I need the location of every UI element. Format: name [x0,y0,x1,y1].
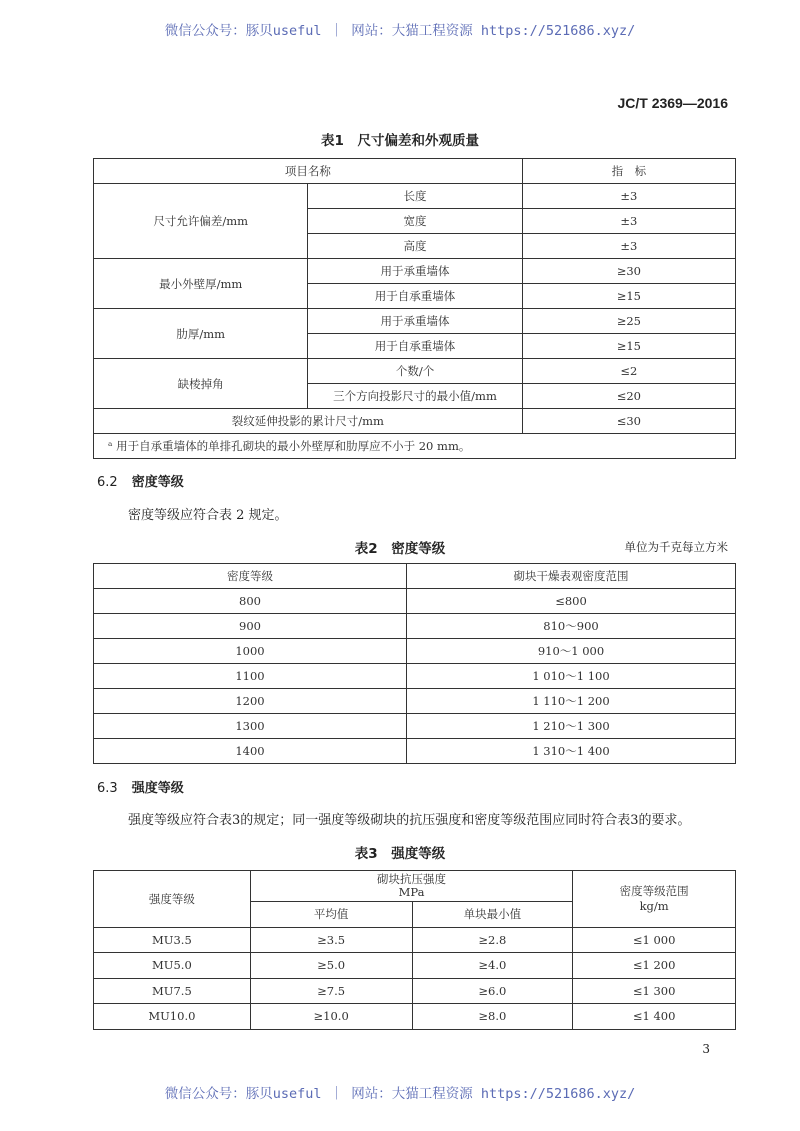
header-unit: kg/m [639,898,669,913]
item-cell: 个数/个 [308,359,522,384]
table-row [94,309,736,334]
header-density-grade: 密度等级 [94,564,407,589]
table-row [94,1004,736,1030]
group-name-cell: 肋厚/mm [94,309,308,359]
average-cell: ≥7.5 [250,978,412,1004]
header-strength-grade: 强度等级 [94,871,251,928]
density-range-cell: 810～900 [407,614,736,639]
section-title: 密度等级 [131,475,184,490]
page-number: 3 [702,1042,710,1056]
single-min-cell: ≥8.0 [412,1004,573,1030]
average-cell: ≥10.0 [250,1004,412,1030]
header-text: 砌块抗压强度 [377,871,447,886]
group-name-cell: 缺棱掉角 [94,359,308,409]
value-cell: ≤20 [522,384,735,409]
table-row [94,409,736,434]
item-cell: 三个方向投影尺寸的最小值/mm [308,384,522,409]
table3-title: 表3 强度等级 [354,846,446,862]
header-density-range [573,871,736,928]
watermark-bottom: 微信公众号：豚贝useful ｜ 网站：大猫工程资源 https://521686.xyz/ [164,1086,636,1102]
table1-title: 表1 尺寸偏差和外观质量 [321,133,479,149]
item-cell: 用于自承重墙体 [308,334,522,359]
header-density-range: 砌块干燥表观密度范围 [407,564,736,589]
table-row [94,664,736,689]
header-unit: MPa [398,885,425,899]
density-range-cell: ≤1 300 [573,978,736,1004]
density-range-cell: 910～1 000 [407,639,736,664]
density-range-cell: ≤1 200 [573,953,736,979]
section-number: 6.3 [97,781,118,796]
header-item-name: 项目名称 [94,159,523,184]
value-cell: ±3 [522,184,735,209]
density-range-cell: 1 110～1 200 [407,689,736,714]
section-6-2-heading [97,471,184,490]
density-grade-cell: 1100 [94,664,407,689]
table-row [94,978,736,1004]
table-row [94,739,736,764]
item-cell: 长度 [308,184,522,209]
table-row [94,184,736,209]
table-row [94,159,736,184]
footnote-cell: ᵃ 用于自承重墙体的单排孔砌块的最小外壁厚和肋厚应不小于 20 mm。 [94,434,736,459]
header-value: 指 标 [522,159,735,184]
section-6-3-heading [97,777,184,796]
header-average: 平均值 [250,902,412,928]
single-min-cell: ≥4.0 [412,953,573,979]
table2 [93,563,736,764]
value-cell: ≤30 [522,409,735,434]
strength-grade-cell: MU10.0 [94,1004,251,1030]
density-range-cell: 1 310～1 400 [407,739,736,764]
table3 [93,870,736,1030]
item-cell: 用于自承重墙体 [308,284,522,309]
item-cell: 用于承重墙体 [308,309,522,334]
table-row [94,689,736,714]
item-cell: 高度 [308,234,522,259]
value-cell: ±3 [522,234,735,259]
table-row [94,589,736,614]
density-range-cell: 1 210～1 300 [407,714,736,739]
value-cell: ≤2 [522,359,735,384]
table-row [94,434,736,459]
table-row [94,953,736,979]
density-grade-cell: 1300 [94,714,407,739]
density-grade-cell: 1000 [94,639,407,664]
value-cell: ≥15 [522,284,735,309]
table2-unit: 单位为千克每立方米 [624,540,728,554]
section-6-2-text: 密度等级应符合表 2 规定。 [128,508,288,523]
table-row [94,639,736,664]
strength-grade-cell: MU7.5 [94,978,251,1004]
density-range-cell: 1 010～1 100 [407,664,736,689]
single-min-cell: ≥6.0 [412,978,573,1004]
group-name-cell: 尺寸允许偏差/mm [94,184,308,259]
density-range-cell: ≤800 [407,589,736,614]
table-row [94,714,736,739]
section-number: 6.2 [97,475,118,490]
density-grade-cell: 1200 [94,689,407,714]
group-name-cell: 最小外壁厚/mm [94,259,308,309]
section-title: 强度等级 [131,781,184,796]
density-range-cell: ≤1 400 [573,1004,736,1030]
average-cell: ≥3.5 [250,927,412,953]
value-cell: ≥30 [522,259,735,284]
density-grade-cell: 800 [94,589,407,614]
table-row [94,927,736,953]
table1 [93,158,736,459]
strength-grade-cell: MU3.5 [94,927,251,953]
item-cell: 用于承重墙体 [308,259,522,284]
density-range-cell: ≤1 000 [573,927,736,953]
density-grade-cell: 1400 [94,739,407,764]
single-min-cell: ≥2.8 [412,927,573,953]
table-row [94,614,736,639]
density-grade-cell: 900 [94,614,407,639]
crack-name-cell: 裂纹延伸投影的累计尺寸/mm [94,409,523,434]
table2-title: 表2 密度等级 [354,541,446,557]
strength-grade-cell: MU5.0 [94,953,251,979]
table-row [94,564,736,589]
value-cell: ≥15 [522,334,735,359]
standard-number: JC/T 2369—2016 [617,95,728,111]
section-6-3-text: 强度等级应符合表3的规定；同一强度等级砌块的抗压强度和密度等级范围应同时符合表3的要求。 [128,813,691,828]
header-compressive-strength [250,871,572,902]
item-cell: 宽度 [308,209,522,234]
table-row [94,259,736,284]
value-cell: ≥25 [522,309,735,334]
header-text: 密度等级范围 [619,883,689,898]
watermark-top: 微信公众号：豚贝useful ｜ 网站：大猫工程资源 https://521686.xyz/ [164,23,636,39]
average-cell: ≥5.0 [250,953,412,979]
header-single-min: 单块最小值 [412,902,573,928]
table-row [94,359,736,384]
value-cell: ±3 [522,209,735,234]
